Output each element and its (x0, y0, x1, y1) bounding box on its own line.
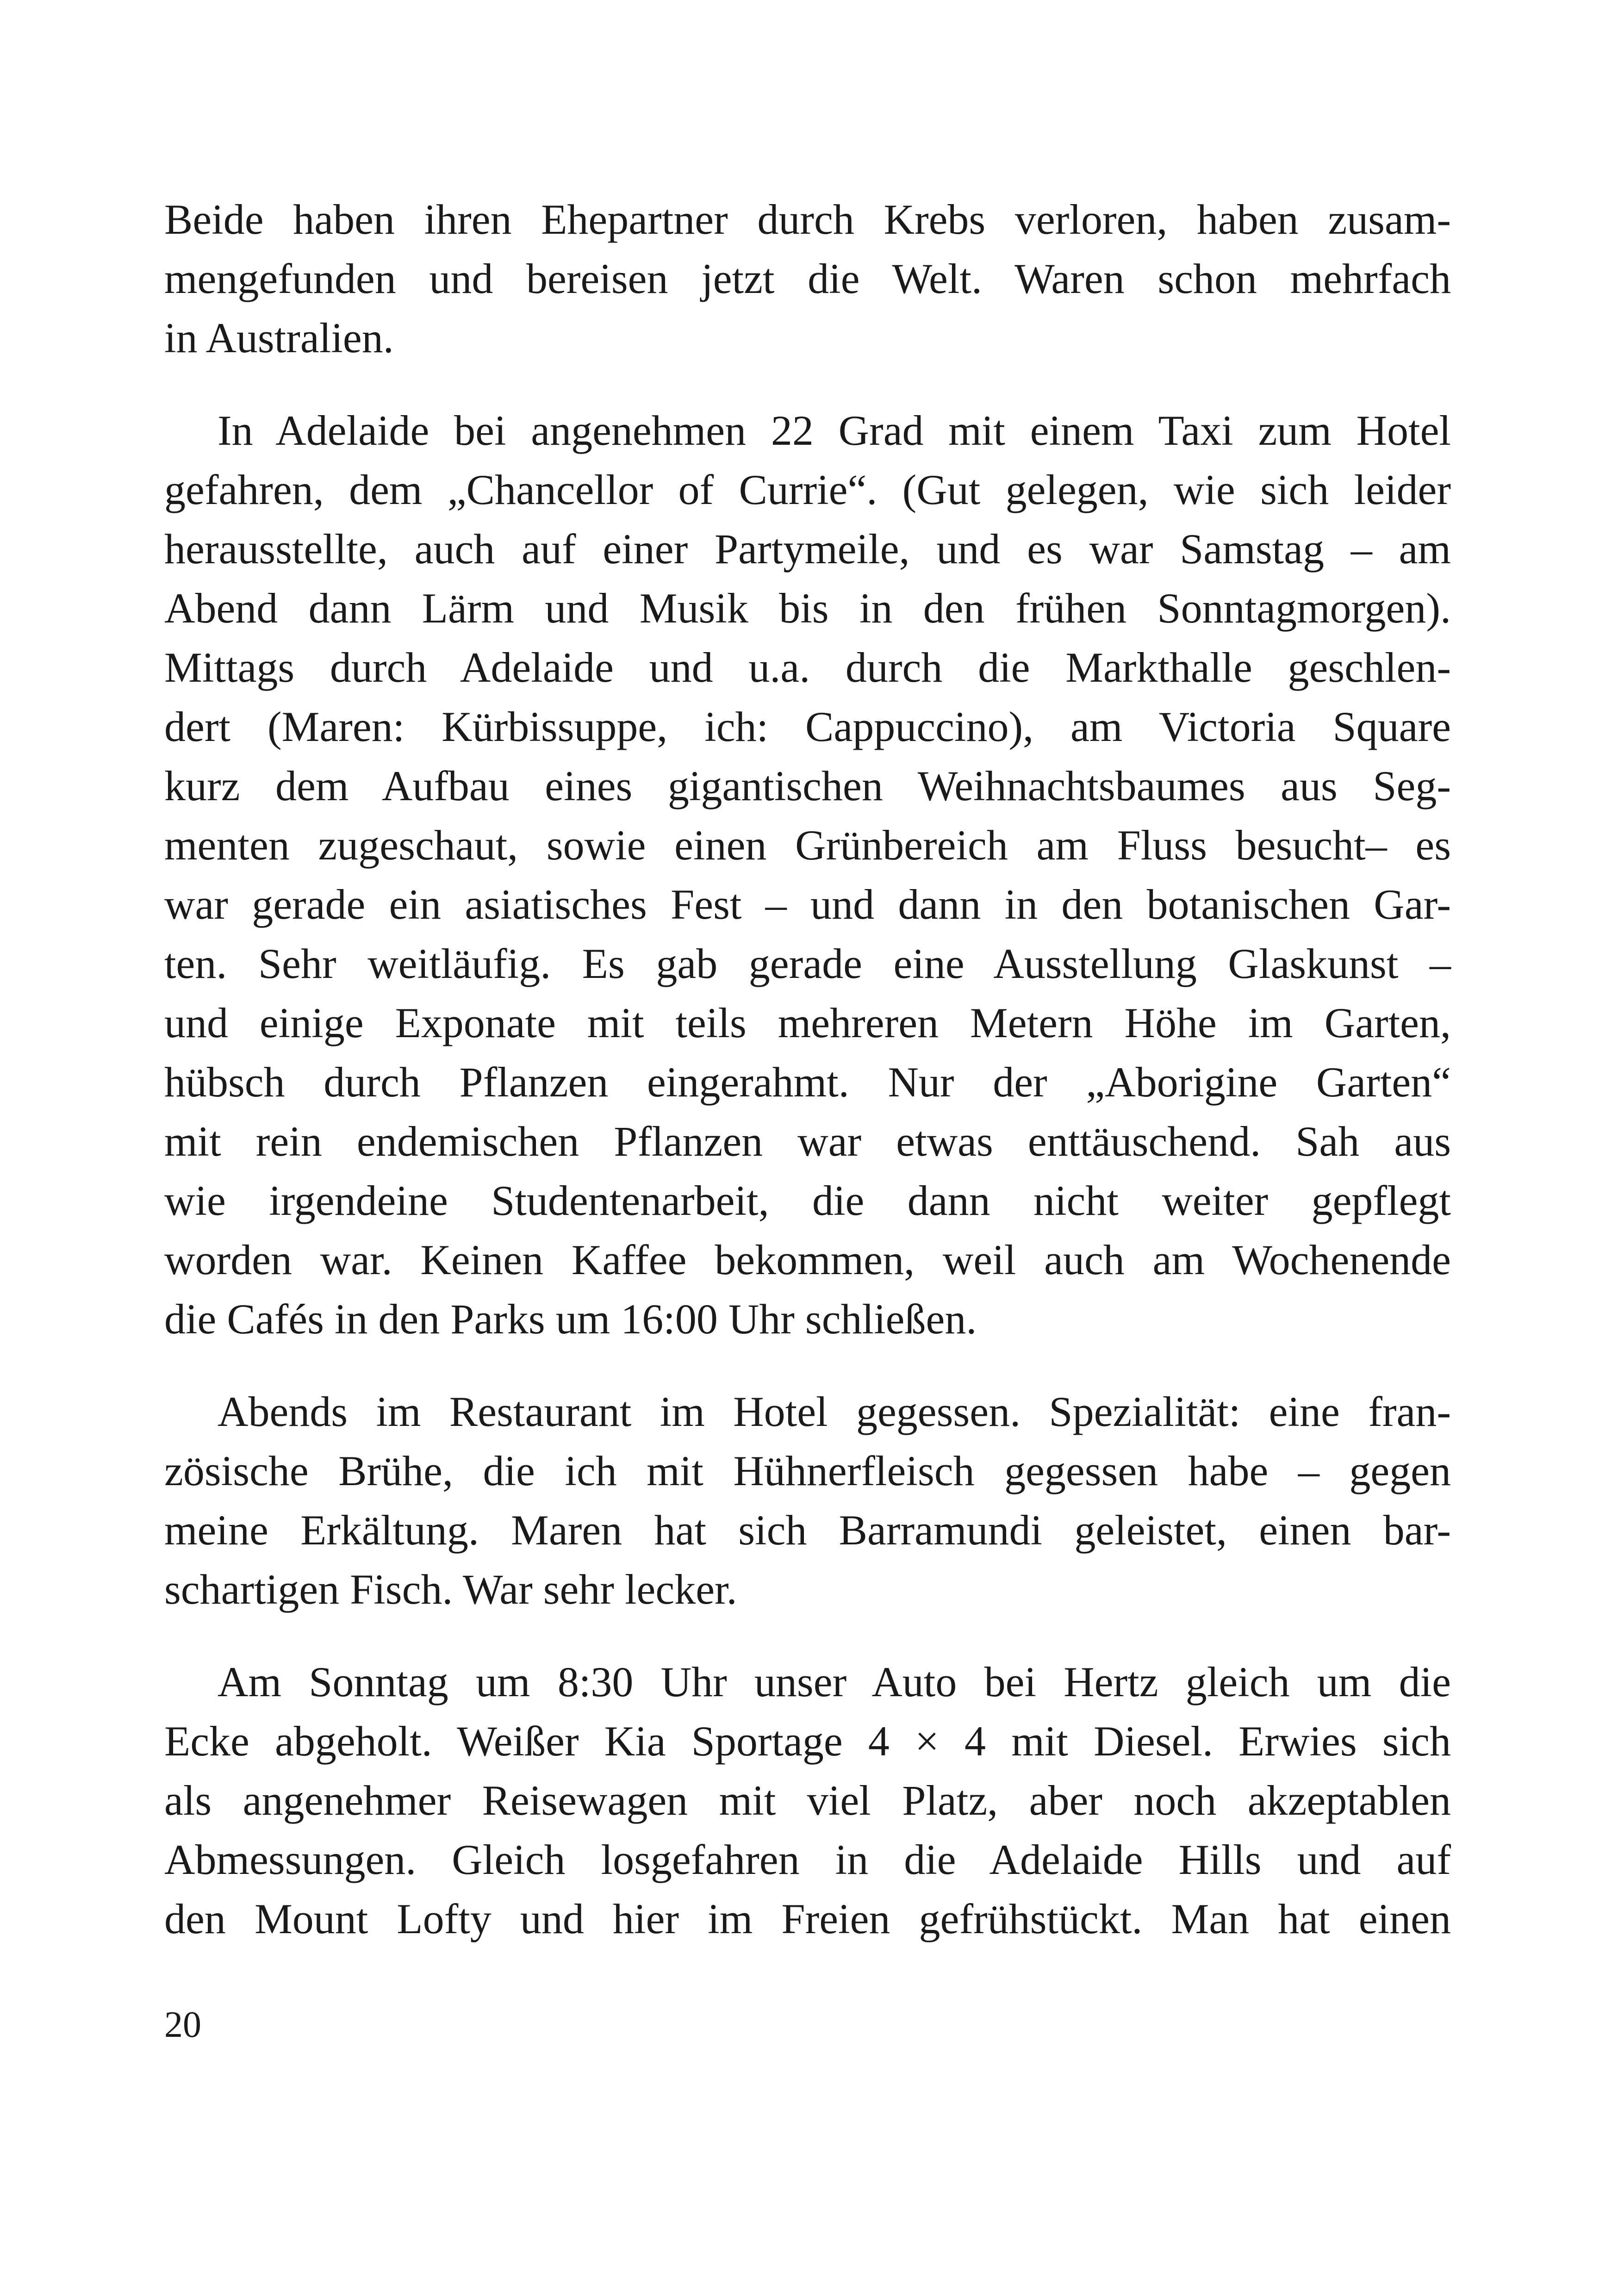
text-line: meine Erkältung. Maren hat sich Barramundi geleistet, einen bar- (164, 1506, 1451, 1554)
text-line: in Australien. (164, 314, 394, 361)
text-line: mengefunden und bereisen jetzt die Welt. Waren schon mehrfach (164, 255, 1451, 302)
text-line: Ecke abgeholt. Weißer Kia Sportage 4 × 4 mit Diesel. Erwies sich (164, 1717, 1451, 1765)
text-line: Beide haben ihren Ehepartner durch Krebs verloren, haben zusam- (164, 196, 1451, 243)
text-line: worden war. Keinen Kaffee bekommen, weil auch am Wochenende (164, 1236, 1451, 1283)
text-line: hübsch durch Pflanzen eingerahmt. Nur der „Aborigine Garten“ (164, 1058, 1451, 1106)
text-line: gefahren, dem „Chancellor of Currie“. (Gut gelegen, wie sich leider (164, 466, 1451, 513)
text-line: In Adelaide bei angenehmen 22 Grad mit einem Taxi zum Hotel (218, 407, 1451, 454)
paragraph-spacer (164, 1619, 1451, 1652)
text-line: ten. Sehr weitläufig. Es gab gerade eine Ausstellung Glaskunst – (164, 940, 1451, 987)
text-line: Mittags durch Adelaide und u.a. durch die Markthalle geschlen- (164, 644, 1451, 691)
text-line: wie irgendeine Studentenarbeit, die dann nicht weiter gepflegt (164, 1177, 1451, 1224)
text-line: Abmessungen. Gleich losgefahren in die Adelaide Hills und auf (164, 1836, 1451, 1883)
text-line: dert (Maren: Kürbissuppe, ich: Cappuccino), am Victoria Square (164, 703, 1451, 750)
text-line: menten zugeschaut, sowie einen Grünbereich am Fluss besucht– es (164, 821, 1451, 869)
text-line: war gerade ein asiatisches Fest – und dann in den botanischen Gar- (164, 881, 1451, 928)
paragraph-spacer (164, 1349, 1451, 1382)
text-line: und einige Exponate mit teils mehreren Metern Höhe im Garten, (164, 999, 1451, 1046)
text-line: die Cafés in den Parks um 16:00 Uhr schließen. (164, 1295, 977, 1343)
text-line: Abend dann Lärm und Musik bis in den frühen Sonntagmorgen). (164, 585, 1451, 632)
text-line: schartigen Fisch. War sehr lecker. (164, 1566, 737, 1613)
text-line: Abends im Restaurant im Hotel gegessen. Spezialität: eine fran- (218, 1388, 1451, 1435)
body-text (164, 190, 1451, 1948)
paragraph-spacer (164, 367, 1451, 401)
text-line: als angenehmer Reisewagen mit viel Platz, aber noch akzeptablen (164, 1777, 1451, 1824)
text-line: mit rein endemischen Pflanzen war etwas enttäuschend. Sah aus (164, 1118, 1451, 1165)
text-line: Am Sonntag um 8:30 Uhr unser Auto bei Hertz gleich um die (218, 1658, 1451, 1705)
paragraph-4 (164, 1652, 1451, 1948)
text-line: herausstellte, auch auf einer Partymeile, und es war Samstag – am (164, 525, 1451, 572)
text-line: den Mount Lofty und hier im Freien gefrühstückt. Man hat einen (164, 1895, 1451, 1942)
paragraph-3 (164, 1382, 1451, 1619)
paragraph-2 (164, 401, 1451, 1349)
text-line: kurz dem Aufbau eines gigantischen Weihnachtsbaumes aus Seg- (164, 762, 1451, 809)
page-number: 20 (164, 2004, 201, 2045)
paragraph-1 (164, 190, 1451, 367)
text-line: zösische Brühe, die ich mit Hühnerfleisch gegessen habe – gegen (164, 1447, 1451, 1494)
